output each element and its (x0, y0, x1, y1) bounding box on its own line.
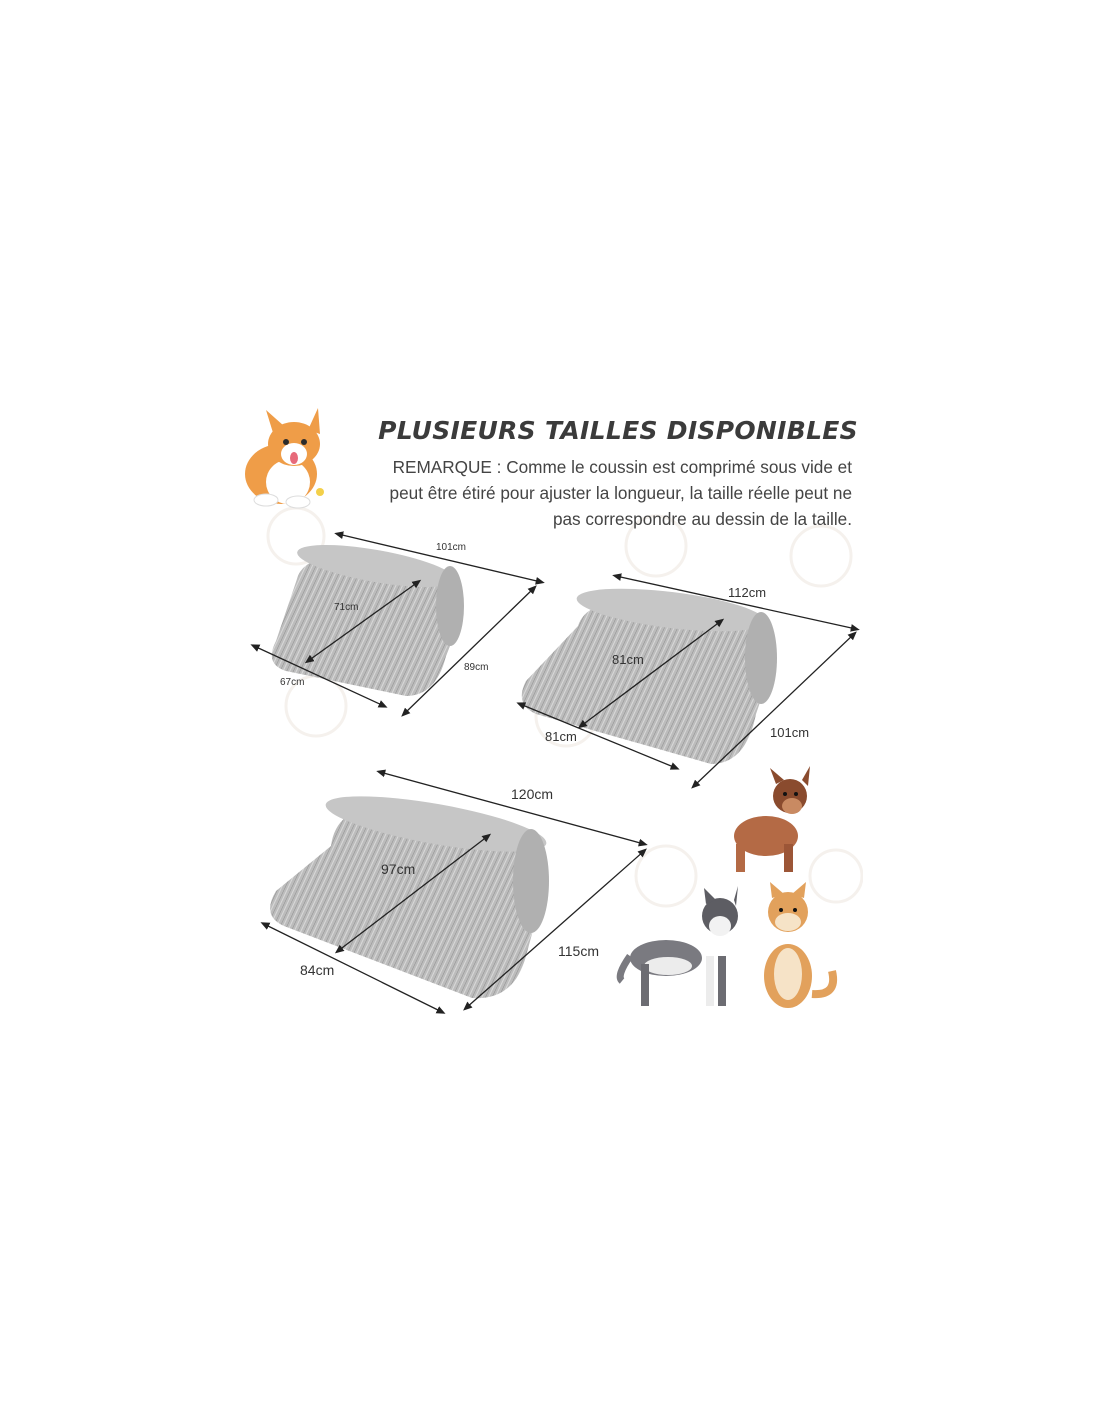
label-medium-side: 101cm (770, 725, 810, 740)
shiba-illustration (764, 882, 833, 1008)
bed-small (254, 534, 541, 714)
label-medium-diagonal: 81cm (612, 652, 644, 667)
yorkie-illustration (734, 766, 810, 872)
label-small-diagonal: 71cm (334, 602, 359, 613)
label-large-depth: 84cm (300, 962, 335, 978)
product-size-infographic (236, 396, 863, 1024)
label-large-width: 120cm (511, 786, 554, 802)
size-note (358, 454, 852, 532)
label-medium-depth: 81cm (545, 729, 577, 744)
label-medium-width: 112cm (728, 585, 767, 600)
note-line-1: REMARQUE : Comme le coussin est comprimé sous vide et (392, 457, 852, 477)
note-line-3: pas correspondre au dessin de la taille. (552, 509, 852, 529)
bed-medium (520, 576, 856, 786)
page-title: PLUSIEURS TAILLES DISPONIBLES (378, 416, 858, 445)
note-line-2: peut être étiré pour ajuster la longueur, la taille réelle peut ne (389, 483, 852, 503)
label-small-width: 101cm (436, 542, 467, 553)
label-small-depth: 67cm (280, 677, 305, 688)
label-small-side: 89cm (464, 662, 489, 673)
label-large-side: 115cm (558, 943, 599, 959)
corgi-illustration (245, 408, 324, 508)
label-large-diagonal: 97cm (381, 861, 416, 877)
bed-large (264, 772, 644, 1012)
